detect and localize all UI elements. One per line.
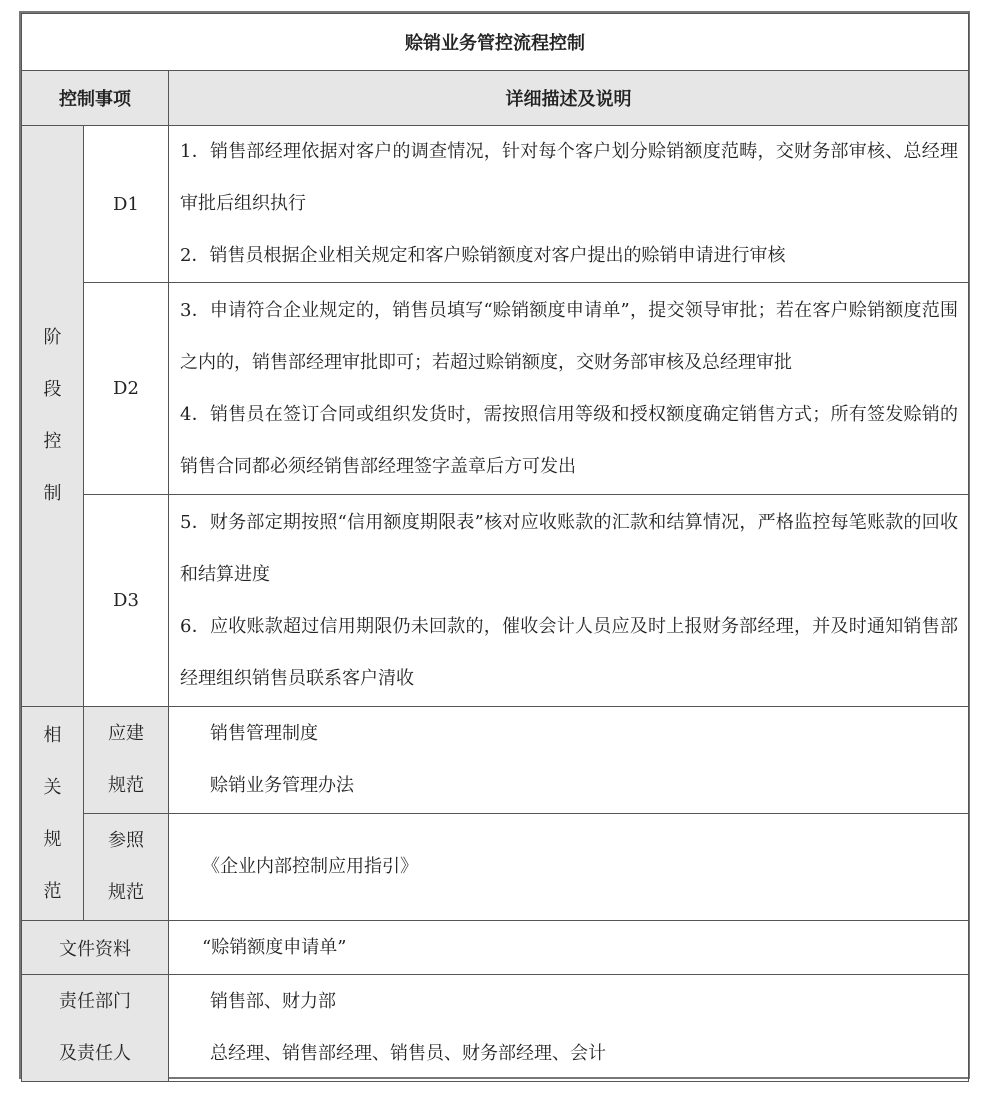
list-item: 销售管理制度 [210,723,318,744]
stage-desc-d3 [169,495,969,707]
stage-control-label: 阶 段 控 制 [22,126,84,707]
table-row [22,921,969,975]
list-item: 1．销售部经理依据对客户的调查情况，针对每个客户划分赊销额度范畴，交财务部审核、总经理审批后组织执行 [180,141,959,214]
documents-label: 文件资料 [22,921,169,975]
table-row [22,495,969,707]
related-norms-label: 相 关 规 范 [22,707,84,921]
stage-code-d2: D2 [84,283,169,495]
stage-desc-d1 [169,126,969,283]
should-build-norms-label: 应建 规范 [84,707,169,814]
list-item: 5．财务部定期按照“信用额度期限表”核对应收账款的汇款和结算情况，严格监控每笔账款的回收和结算进度 [180,511,959,585]
reference-norms-label: 参照 规范 [84,814,169,921]
stage-desc-d2 [169,283,969,495]
table-row [22,283,969,495]
responsibility-label: 责任部门 及责任人 [22,975,169,1082]
table-row [22,126,969,283]
table-row [22,814,969,921]
list-item: 2．销售员根据企业相关规定和客户赊销额度对客户提出的赊销申请进行审核 [180,245,786,266]
responsibility-list [169,975,969,1082]
should-build-norms-list [169,707,969,814]
list-item: 3．申请符合企业规定的，销售员填写“赊销额度申请单”，提交领导审批；若在客户赊销额度范围之内的，销售部经理审批即可；若超过赊销额度，交财务部审核及总经理审批 [180,299,959,373]
table-title: 赊销业务管控流程控制 [22,14,969,71]
table-row [22,707,969,814]
reference-norms-list [169,814,969,921]
header-description: 详细描述及说明 [169,71,969,126]
list-item: 4．销售员在签订合同或组织发货时，需按照信用等级和授权额度确定销售方式；所有签发赊销的销售合同都必须经销售部经理签字盖章后方可发出 [180,403,959,477]
documents-value: “赊销额度申请单” [169,921,969,975]
stage-code-d1: D1 [84,126,169,283]
header-control-item: 控制事项 [22,71,169,126]
control-table [21,13,969,1082]
list-item: 总经理、销售部经理、销售员、财务部经理、会计 [210,1043,606,1064]
list-item: 赊销业务管理办法 [210,775,354,796]
header-row [22,71,969,126]
title-row [22,14,969,71]
stage-code-d3: D3 [84,495,169,707]
table-row [22,975,969,1082]
list-item: 《企业内部控制应用指引》 [202,856,418,877]
list-item: 销售部、财力部 [210,991,336,1012]
list-item: 6．应收账款超过信用期限仍未回款的，催收会计人员应及时上报财务部经理，并及时通知销售部经理组织销售员联系客户清收 [180,615,959,689]
